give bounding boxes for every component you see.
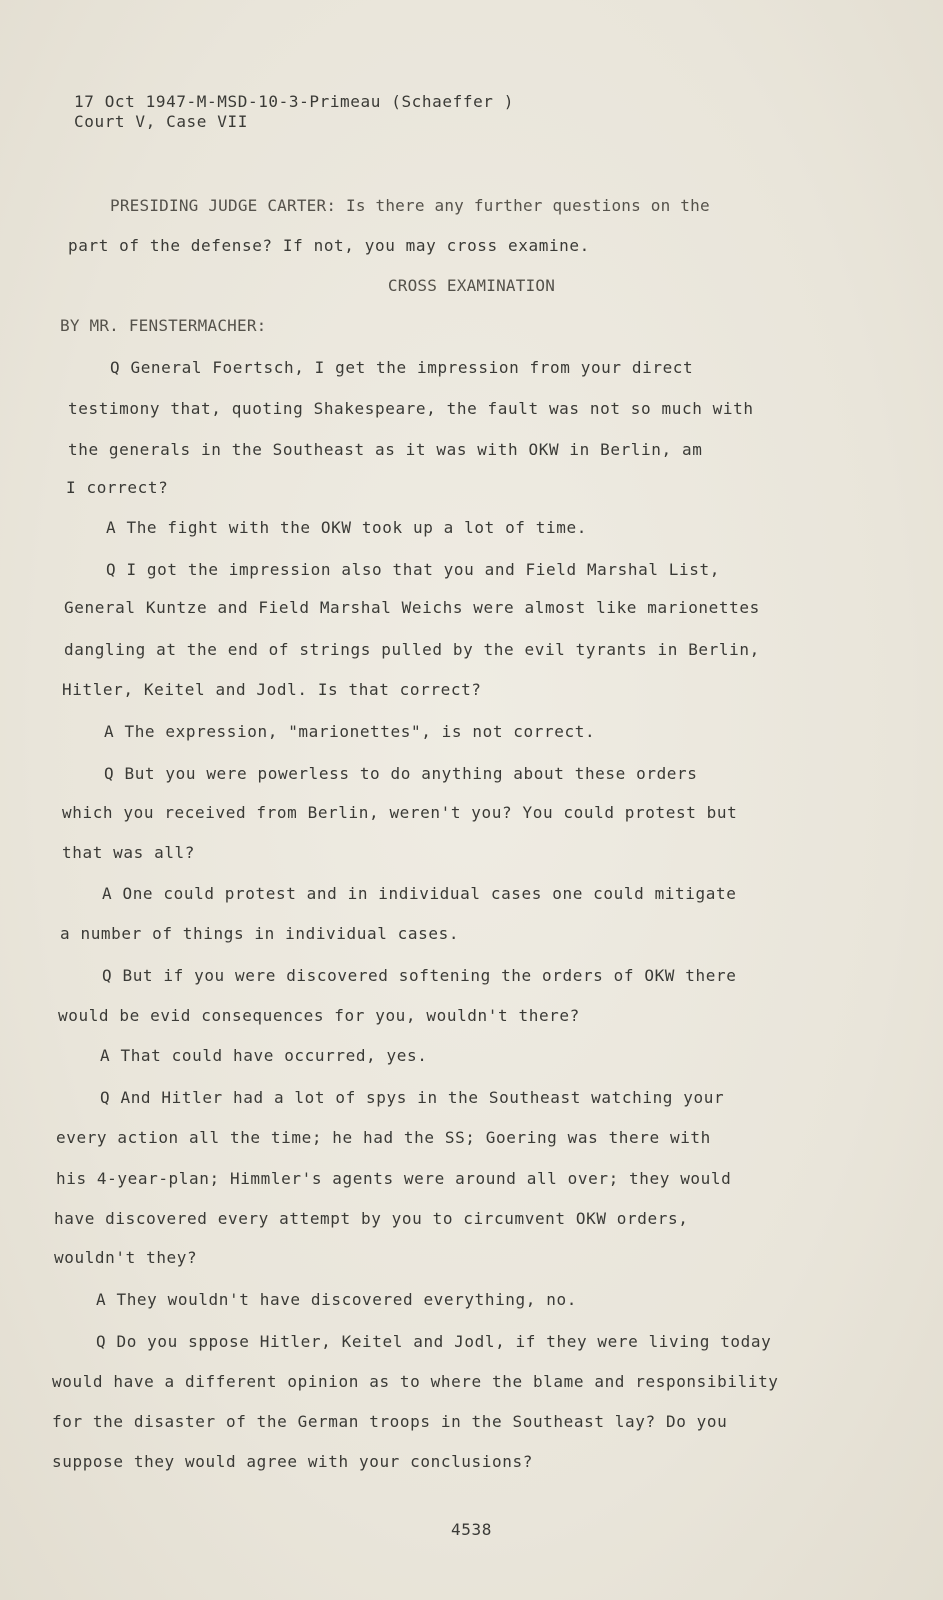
text-line: that was all? — [62, 843, 196, 862]
judge-remark: PRESIDING JUDGE CARTER: Is there any further questions on the — [110, 196, 710, 215]
text-line: part of the defense? If not, you may cross examine. — [68, 236, 590, 255]
text-line: a number of things in individual cases. — [60, 924, 460, 943]
text-line: General Kuntze and Field Marshal Weichs were almost like marionettes — [64, 598, 760, 617]
text-line: suppose they would agree with your conclusions? — [52, 1452, 533, 1471]
header-court-case: Court V, Case VII — [74, 112, 248, 131]
text-line: Hitler, Keitel and Jodl. Is that correct? — [62, 680, 482, 699]
answer-line: A They wouldn't have discovered everything, no. — [96, 1290, 577, 1309]
text-line: for the disaster of the German troops in the Southeast lay? Do you — [52, 1412, 728, 1431]
header-reference: 17 Oct 1947-M-MSD-10-3-Primeau (Schaeffer ) — [74, 92, 515, 111]
answer-line: A The fight with the OKW took up a lot of time. — [106, 518, 587, 537]
text-line: testimony that, quoting Shakespeare, the fault was not so much with — [68, 399, 754, 418]
text-line: have discovered every attempt by you to circumvent OKW orders, — [54, 1209, 689, 1228]
question-line: Q But you were powerless to do anything about these orders — [104, 764, 698, 783]
text-line: his 4-year-plan; Himmler's agents were around all over; they would — [56, 1169, 732, 1188]
question-line: Q But if you were discovered softening the orders of OKW there — [102, 966, 737, 985]
question-line: Q General Foertsch, I get the impression from your direct — [110, 358, 694, 377]
page-number: 4538 — [451, 1520, 492, 1539]
text-line: every action all the time; he had the SS; Goering was there with — [56, 1128, 711, 1147]
text-line: which you received from Berlin, weren't you? You could protest but — [62, 803, 738, 822]
text-line: the generals in the Southeast as it was with OKW in Berlin, am — [68, 440, 703, 459]
answer-line: A One could protest and in individual cases one could mitigate — [102, 884, 737, 903]
question-line: Q And Hitler had a lot of spys in the Southeast watching your — [100, 1088, 725, 1107]
section-heading: CROSS EXAMINATION — [387, 276, 556, 295]
text-line: dangling at the end of strings pulled by the evil tyrants in Berlin, — [64, 640, 760, 659]
text-line: would have a different opinion as to where the blame and responsibility — [52, 1372, 779, 1391]
text-line: I correct? — [66, 478, 169, 497]
text-line: would be evid consequences for you, wouldn't there? — [58, 1006, 580, 1025]
question-line: Q I got the impression also that you and Field Marshal List, — [106, 560, 720, 579]
answer-line: A The expression, "marionettes", is not correct. — [104, 722, 596, 741]
question-line: Q Do you sppose Hitler, Keitel and Jodl, if they were living today — [96, 1332, 772, 1351]
text-line: wouldn't they? — [54, 1248, 198, 1267]
answer-line: A That could have occurred, yes. — [100, 1046, 428, 1065]
examiner-label: BY MR. FENSTERMACHER: — [60, 316, 267, 335]
